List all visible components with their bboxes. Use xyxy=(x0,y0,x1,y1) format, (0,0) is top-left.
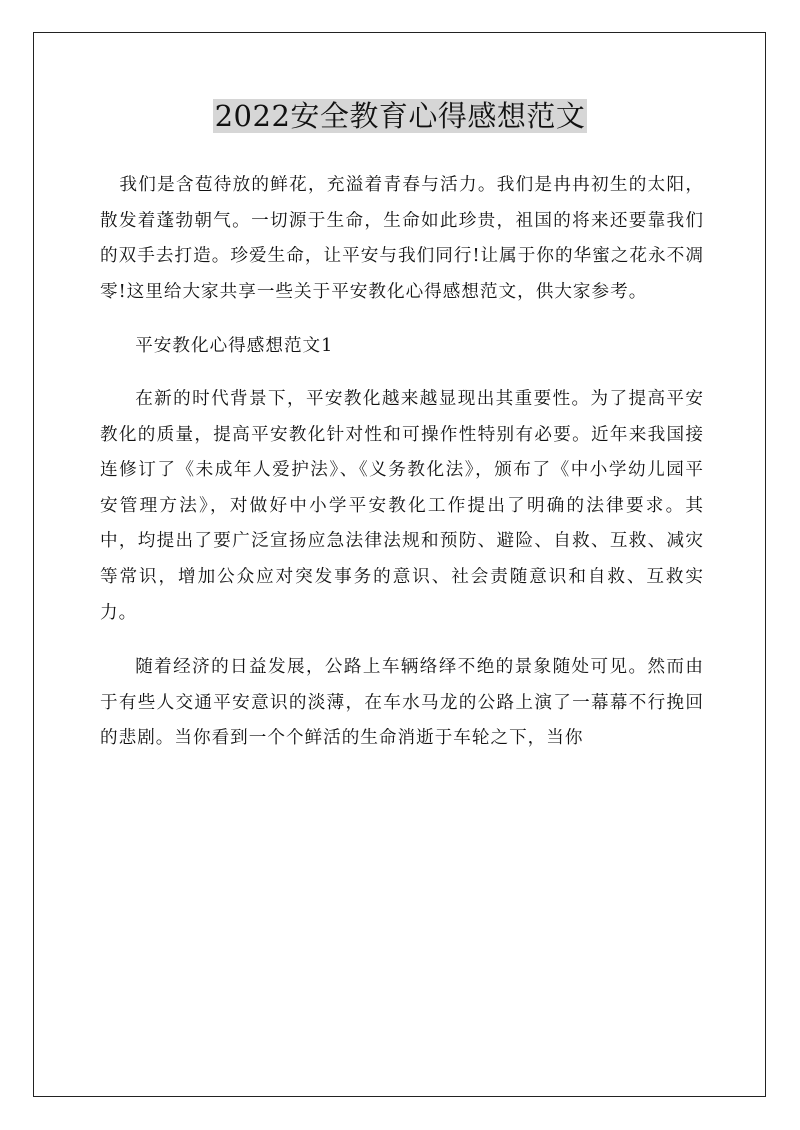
intro-paragraph: 我们是含苞待放的鲜花，充溢着青春与活力。我们是冉冉初生的太阳，散发着蓬勃朝气。一切源于生命，生命如此珍贵，祖国的将来还要靠我们的双手去打造。珍爱生命，让平安与我们同行!让属于你的华蜜之花永不凋零!这里给大家共享一些关于平安教化心得感想范文，供大家参考。 xyxy=(100,175,704,302)
body-paragraph: 在新的时代背景下，平安教化越来越显现出其重要性。为了提高平安教化的质量，提高平安教化针对性和可操作性特别有必要。近年来我国接连修订了《未成年人爱护法》、《义务教化法》，颁布了《中小学幼儿园平安管理方法》，对做好中小学平安教化工作提出了明确的法律要求。其中，均提出了要广泛宣扬应急法律法规和预防、避险、自救、互救、减灾等常识，增加公众应对突发事务的意识、社会责随意识和自救、互救实力。 xyxy=(100,388,704,623)
document-title xyxy=(0,96,800,136)
document-body xyxy=(100,168,704,776)
body-paragraph: 随着经济的日益发展，公路上车辆络绎不绝的景象随处可见。然而由于有些人交通平安意识的淡薄，在车水马龙的公路上演了一幕幕不行挽回的悲剧。当你看到一个个鲜活的生命消逝于车轮之下，当你 xyxy=(100,657,704,749)
document-title-text: 2022安全教育心得感想范文 xyxy=(214,99,586,133)
section-heading: 平安教化心得感想范文1 xyxy=(135,336,334,357)
